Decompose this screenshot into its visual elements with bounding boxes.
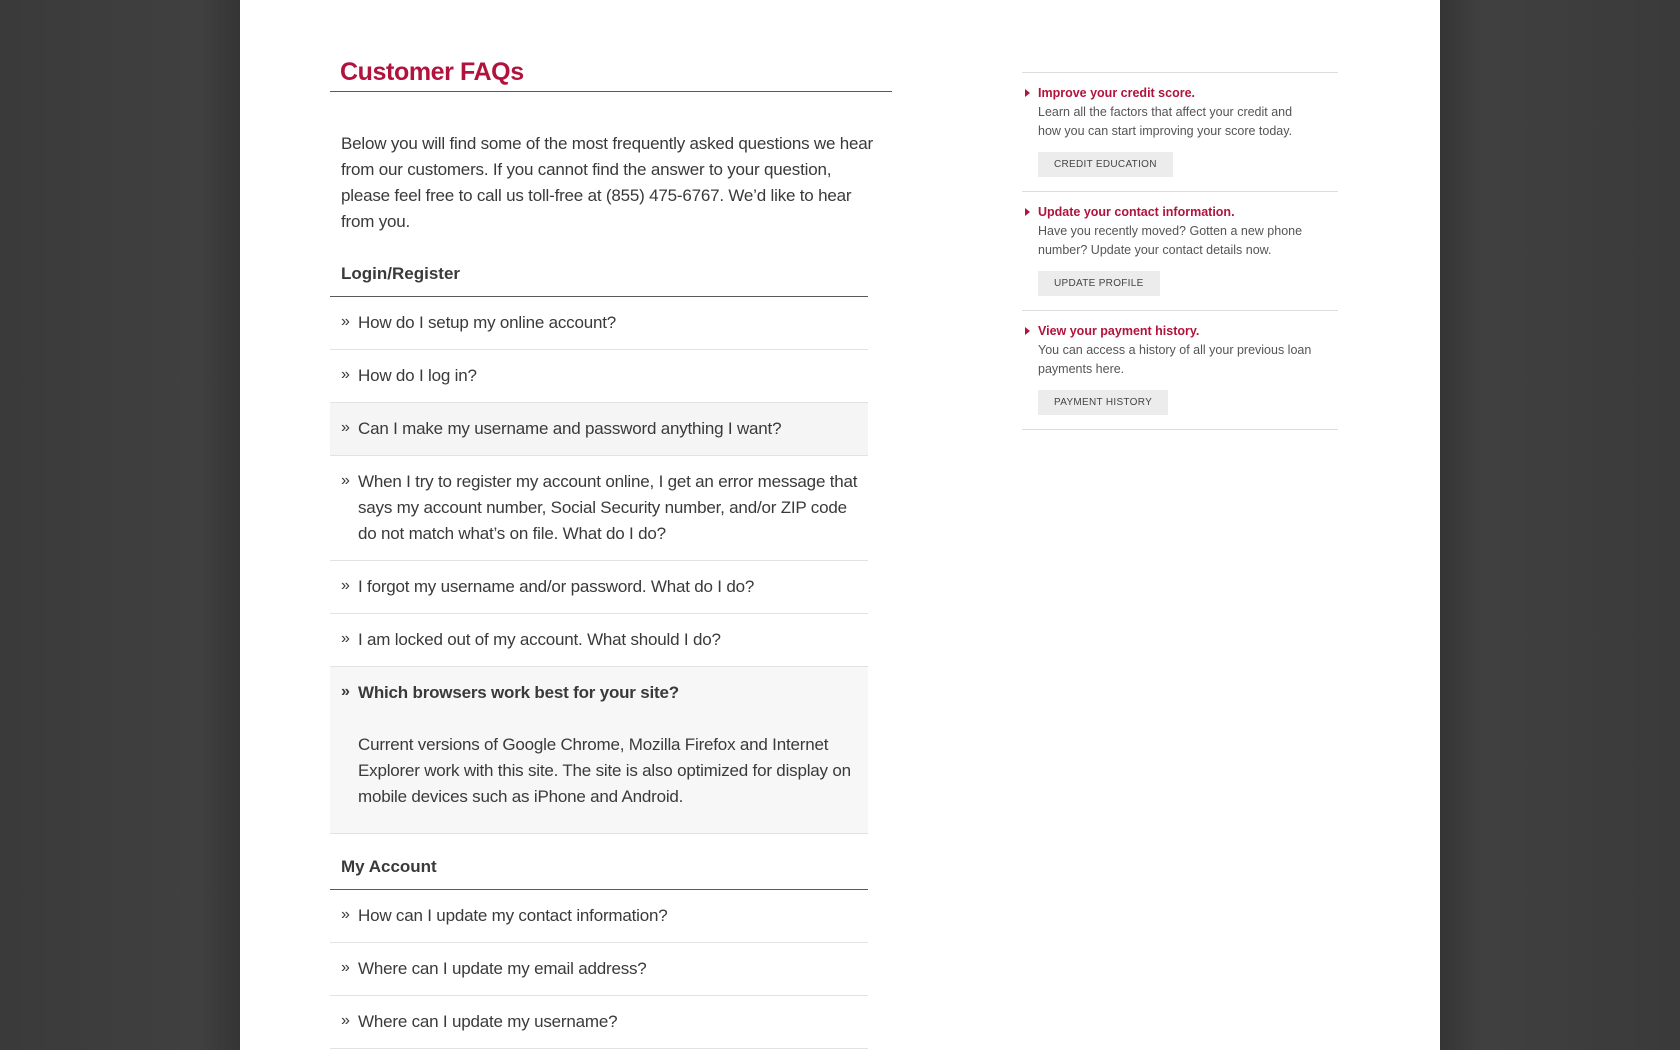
credit-education-button[interactable]: CREDIT EDUCATION: [1038, 152, 1173, 177]
faq-main-column: [330, 52, 900, 1049]
faq-item-register-error[interactable]: [330, 456, 868, 561]
faq-item-username-password[interactable]: [330, 403, 868, 456]
faq-item-update-username[interactable]: [330, 996, 868, 1049]
faq-item-update-email[interactable]: [330, 943, 868, 996]
faq-question: Where can I update my email address?: [358, 959, 647, 978]
promo-contact-info: [1022, 192, 1338, 311]
faq-question: How do I setup my online account?: [358, 313, 616, 332]
faq-item-browsers[interactable]: [330, 667, 868, 834]
promo-credit-score: [1022, 73, 1338, 192]
page-container: [240, 0, 1440, 1050]
caret-right-icon: [1025, 208, 1030, 216]
chevron-right-icon: »: [341, 419, 350, 436]
faq-answer: Current versions of Google Chrome, Mozilla Firefox and Internet Explorer work with this site. The site is also optimized for display on mobile devices such as iPhone and Android.: [358, 735, 851, 806]
chevron-right-icon: »: [341, 366, 350, 383]
chevron-right-icon: »: [341, 1012, 350, 1029]
page-title: Customer FAQs: [330, 52, 892, 92]
sidebar: [1022, 72, 1338, 430]
chevron-right-icon: »: [341, 959, 350, 976]
chevron-right-icon: »: [341, 313, 350, 330]
chevron-right-icon: »: [341, 683, 350, 700]
faq-item-update-contact[interactable]: [330, 890, 868, 943]
chevron-right-icon: »: [341, 630, 350, 647]
payment-history-button[interactable]: PAYMENT HISTORY: [1038, 390, 1168, 415]
faq-question: When I try to register my account online, I get an error message that says my account number, Social Security number, and/or ZIP code do not match what’s on file. What do I do?: [358, 472, 858, 543]
promo-payment-history: [1022, 311, 1338, 430]
update-profile-button[interactable]: UPDATE PROFILE: [1038, 271, 1160, 296]
promo-description: Have you recently moved? Gotten a new phone number? Update your contact details now.: [1038, 224, 1303, 257]
faq-item-locked-out[interactable]: [330, 614, 868, 667]
faq-item-log-in[interactable]: [330, 350, 868, 403]
faq-question: Which browsers work best for your site?: [358, 683, 679, 702]
faq-question: Can I make my username and password anything I want?: [358, 419, 782, 438]
faq-item-setup-account[interactable]: [330, 297, 868, 350]
faq-question: How do I log in?: [358, 366, 477, 385]
intro-text: Below you will find some of the most frequently asked questions we hear from our customers. If you cannot find the answer to your question, please feel free to call us toll-free at (855) 475-6767. We’d like to hear from you.: [341, 134, 873, 231]
chevron-right-icon: »: [341, 906, 350, 923]
section-title-my-account: My Account: [330, 846, 868, 890]
promo-title[interactable]: Update your contact information.: [1038, 205, 1235, 219]
caret-right-icon: [1025, 327, 1030, 335]
faq-question: How can I update my contact information?: [358, 906, 668, 925]
faq-question: I am locked out of my account. What should I do?: [358, 630, 721, 649]
faq-list-login-register: [330, 297, 868, 834]
promo-title[interactable]: View your payment history.: [1038, 324, 1200, 338]
faq-item-forgot-credentials[interactable]: [330, 561, 868, 614]
faq-question: Where can I update my username?: [358, 1012, 618, 1031]
promo-description: You can access a history of all your previous loan payments here.: [1038, 343, 1312, 376]
section-title-login-register: Login/Register: [330, 253, 868, 297]
faq-question: I forgot my username and/or password. What do I do?: [358, 577, 755, 596]
faq-list-my-account: [330, 890, 868, 1049]
chevron-right-icon: »: [341, 472, 350, 489]
caret-right-icon: [1025, 89, 1030, 97]
chevron-right-icon: »: [341, 577, 350, 594]
promo-description: Learn all the factors that affect your credit and how you can start improving your score today.: [1038, 105, 1293, 138]
promo-title[interactable]: Improve your credit score.: [1038, 86, 1196, 100]
